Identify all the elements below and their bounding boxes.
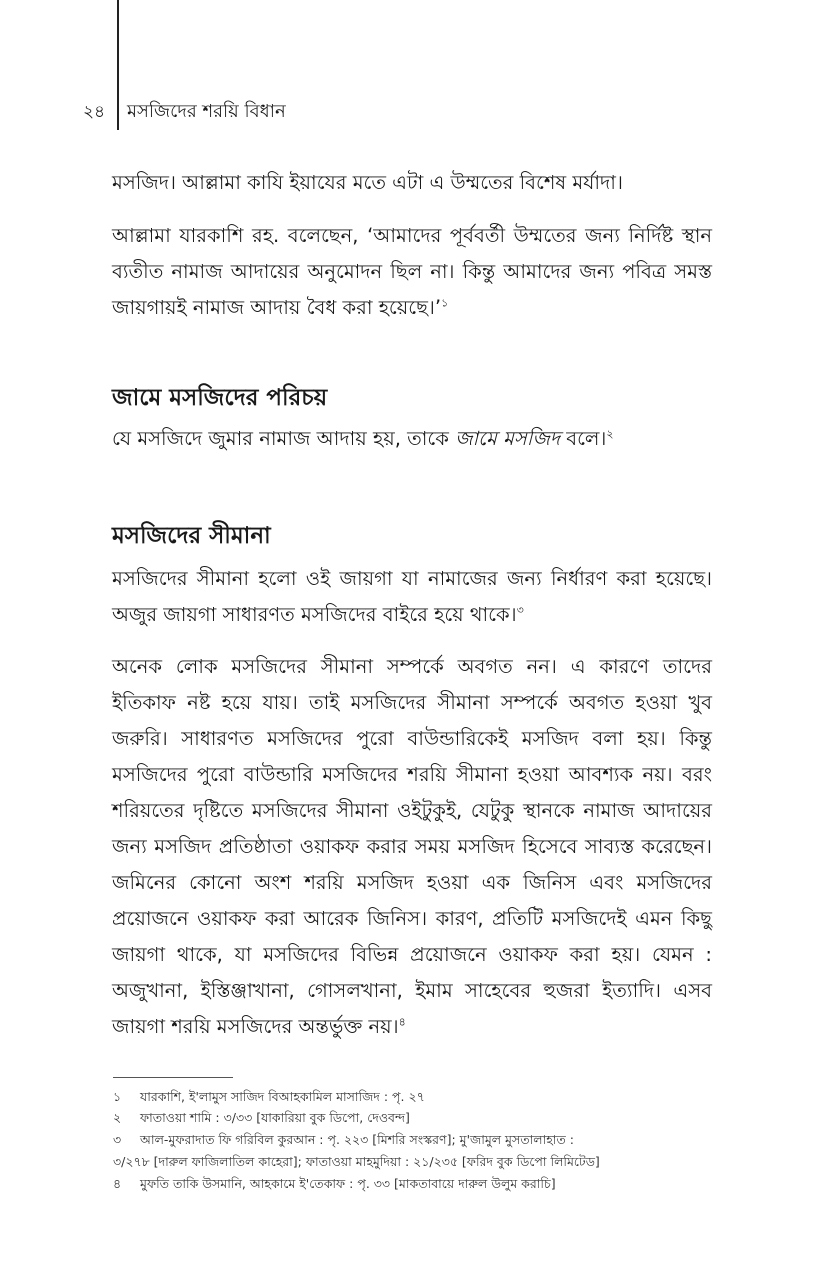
paragraph-2-text: আল্লামা যারকাশি রহ. বলেছেন, ‘আমাদের পূর্ববর্তী উম্মতের জন্য নির্দিষ্ট স্থান ব্যতীত নামাজ আদায়ের অনুমোদন ছিল না। কিন্তু আমাদের জন্য পবিত্র সমস্ত জায়গায়ই নামাজ আদায় বৈধ করা হয়েছে।’	[112, 224, 712, 319]
footnote-3	[113, 1130, 723, 1149]
paragraph-4-text: মসজিদের সীমানা হলো ওই জায়গা যা নামাজের জন্য নির্ধারণ করা হয়েছে। অজুর জায়গা সাধারণত মসজিদের বাইরে হয়ে থাকে।	[112, 567, 712, 626]
footnote-2-number: ২	[113, 1110, 122, 1125]
footnote-1-number: ১	[113, 1089, 122, 1104]
paragraph-3-text-a: যে মসজিদে জুমার নামাজ আদায় হয়, তাকে	[112, 427, 456, 450]
footnote-2-text: ফাতাওয়া শামি : ৩/৩৩ [যাকারিয়া বুক ডিপো, দেওবন্দ]	[140, 1110, 410, 1125]
page-number: ২৪	[83, 102, 106, 122]
footnote-3-text: আল-মুফরাদাত ফি গরিবিল কুরআন : পৃ. ২২৩ [মিশরি সংস্করণ]; মু'জামুল মুসতালাহাত :	[140, 1132, 574, 1147]
footnote-divider	[113, 1077, 233, 1078]
footnote-1-text: যারকাশি, ই'লামুস সাজিদ বিআহকামিল মাসাজিদ : পৃ. ২৭	[140, 1089, 425, 1104]
footnote-ref-2[interactable]: ২	[606, 427, 614, 441]
footnote-ref-1[interactable]: ১	[441, 296, 449, 310]
footnote-ref-4[interactable]: ৪	[398, 1015, 406, 1029]
paragraph-3	[112, 421, 712, 457]
footnote-3-continued: ৩/২৭৮ [দারুল ফাজিলাতিল কাহেরা]; ফাতাওয়া মাহমুদিয়া : ২১/২৩৫ [ফরিদ বুক ডিপো লিমিটেড]	[113, 1154, 600, 1169]
footnote-4	[113, 1174, 723, 1193]
paragraph-4	[112, 561, 712, 633]
paragraph-1	[112, 165, 712, 201]
paragraph-5	[112, 649, 712, 1045]
header-vertical-rule	[117, 0, 119, 130]
paragraph-3-emphasis: জামে মসজিদ	[455, 427, 561, 450]
running-title: মসজিদের শরয়ি বিধান	[127, 101, 286, 122]
footnote-3-number: ৩	[113, 1132, 122, 1147]
footnote-ref-3[interactable]: ৩	[516, 603, 524, 617]
footnote-4-text: মুফতি তাকি উসমানি, আহকামে ই'তেকাফ : পৃ. ৩৩ [মাকতাবায়ে দারুল উলুম করাচি]	[140, 1176, 556, 1191]
paragraph-2	[112, 218, 712, 326]
footnote-1	[113, 1087, 723, 1106]
paragraph-1-text: মসজিদ। আল্লামা কাযি ইয়াযের মতে এটা এ উম্মতের বিশেষ মর্যাদা।	[112, 171, 623, 194]
section-heading-jame-masjid: জামে মসজিদের পরিচয়	[112, 385, 328, 411]
paragraph-3-text-b: বলে।	[560, 427, 607, 450]
section-heading-masjid-boundary: মসজিদের সীমানা	[112, 523, 271, 549]
footnote-4-number: ৪	[113, 1176, 122, 1191]
paragraph-5-text: অনেক লোক মসজিদের সীমানা সম্পর্কে অবগত নন। এ কারণে তাদের ইতিকাফ নষ্ট হয়ে যায়। তাই মসজিদের সীমানা সম্পর্কে অবগত হওয়া খুব জরুরি। সাধারণত মসজিদের পুরো বাউন্ডারিকেই মসজিদ বলা হয়। কিন্তু মসজিদের পুরো বাউন্ডারি মসজিদের শরয়ি সীমানা হওয়া আবশ্যক নয়। বরং শরিয়তের দৃষ্টিতে মসজিদের সীমানা ওইটুকুই, যেটুকু স্থানকে নামাজ আদায়ের জন্য মসজিদ প্রতিষ্ঠাতা ওয়াকফ করার সময় মসজিদ হিসেবে সাব্যস্ত করেছেন। জমিনের কোনো অংশ শরয়ি মসজিদ হওয়া এক জিনিস এবং মসজিদের প্রয়োজনে ওয়াকফ করা আরেক জিনিস। কারণ, প্রতিটি মসজিদেই এমন কিছু জায়গা থাকে, যা মসজিদের বিভিন্ন প্রয়োজনে ওয়াকফ করা হয়। যেমন : অজুখানা, ইস্তিঞ্জাখানা, গোসলখানা, ইমাম সাহেবের হুজরা ইত্যাদি। এসব জায়গা শরয়ি মসজিদের অন্তর্ভুক্ত নয়।	[112, 655, 712, 1038]
footnote-2	[113, 1108, 723, 1127]
